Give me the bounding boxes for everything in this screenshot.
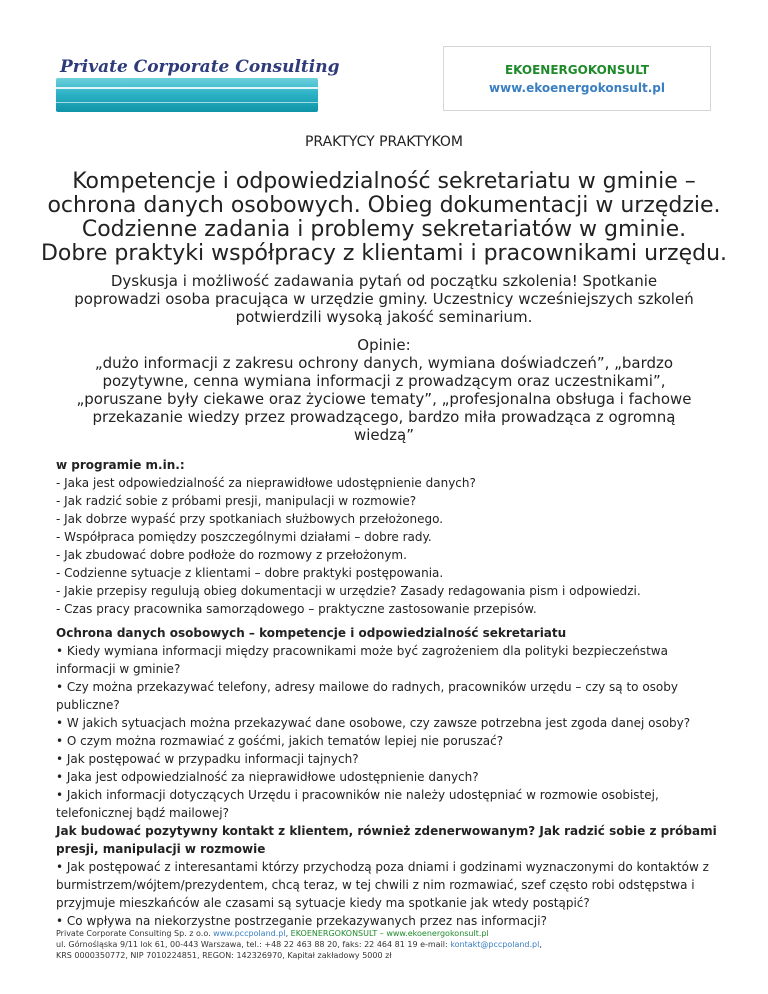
program-list [56,456,716,618]
footer-registry: KRS 0000350772, NIP 7010224851, REGON: 142326970, Kapitał zakładowy 5000 zł [56,951,392,960]
title-line: Codzienne zadania i problemy sekretariatów w gminie. [81,217,687,242]
list-item: - Jakie przepisy regulują obieg dokumentacji w urzędzie? Zasady redagowania pism i odpowiedzi. [56,584,641,598]
list-item: - Współpraca pomiędzy poszczególnymi działami – dobre rady. [56,530,432,544]
list-item: • W jakich sytuacjach można przekazywać dane osobowe, czy zawsze potrzebna jest zgoda danej osoby? [56,716,691,730]
list-item: - Jak radzić sobie z próbami presji, manipulacji w rozmowie? [56,494,417,508]
logo-wave-band [56,78,318,112]
footer-separator: , [285,929,291,938]
title-line: Kompetencje i odpowiedzialność sekretariatu w gminie – [72,169,696,194]
section-label: PRAKTYCY PRAKTYKOM [304,134,464,150]
footer-org: EKOENERGOKONSULT – www.ekoenergokonsult.pl [290,929,489,938]
footer-company: Private Corporate Consulting Sp. z o.o. [56,929,214,938]
opinions-line: „dużo informacji z zakresu ochrony danych, wymiana doświadczeń”, „bardzo [94,354,674,372]
list-item: - Jak zbudować dobre podłoże do rozmowy z przełożonym. [56,548,407,562]
company-logo [56,56,340,112]
list-item: - Jaka jest odpowiedzialność za nieprawidłowe udostępnienie danych? [56,476,476,490]
list-item: - Codzienne sytuacje z klientami – dobre praktyki postępowania. [56,566,444,580]
opinions-block [40,336,728,444]
opinions-line: wiedzą” [353,426,415,444]
section-heading: Ochrona danych osobowych – kompetencje i odpowiedzialność sekretariatu [56,626,567,640]
title-line: Dobre praktyki współpracy z klientami i pracownikami urzędu. [40,241,728,266]
program-heading: w programie m.in.: [56,458,185,472]
list-item: • Jak postępować w przypadku informacji tajnych? [56,752,359,766]
list-item: • Czy można przekazywać telefony, adresy mailowe do radnych, pracowników urzędu – czy są to osoby publiczne? [56,680,678,712]
list-item: - Jak dobrze wypaść przy spotkaniach służbowych przełożonego. [56,512,444,526]
footer-email-link[interactable]: kontakt@pccpoland.pl [450,940,540,949]
section-heading: Jak budować pozytywny kontakt z klientem, również zdenerwowanym? Jak radzić sobie z próbami presji, manipulacji w rozmowie [56,824,717,856]
logo-text: Private Corporate Consulting [60,57,340,77]
footer-website-link[interactable]: www.pccpoland.pl [213,929,286,938]
title-line: ochrona danych osobowych. Obieg dokumentacji w urzędzie. [47,193,721,218]
intro-paragraph [40,272,728,326]
intro-line: Dyskusja i możliwość zadawania pytań od początku szkolenia! Spotkanie [110,272,658,290]
footer-line [56,939,736,950]
intro-line: poprowadzi osoba pracująca w urzędzie gminy. Uczestnicy wcześniejszych szkoleń [74,290,694,308]
org-name: EKOENERGOKONSULT [504,63,650,77]
opinions-line: „poruszane były ciekawe oraz życiowe tematy”, „profesjonalna obsługa i fachowe [76,390,692,408]
footer-line [56,928,736,939]
list-item: • O czym można rozmawiać z gośćmi, jakich tematów lepiej nie poruszać? [56,734,504,748]
list-item: - Czas pracy pracownika samorządowego – praktyczne zastosowanie przepisów. [56,602,537,616]
list-item: • Kiedy wymiana informacji między pracownikami może być zagrożeniem dla polityki bezpieczeństwa informacji w gminie? [56,644,668,676]
org-url-link[interactable]: www.ekoenergokonsult.pl [489,81,665,95]
list-item: • Jak postępować z interesantami którzy przychodzą poza dniami i godzinami wyznaczonymi do kontaktów z burmistrzem/wójtem/prezydentem, chcą teraz, w tej chwili z nim rozmawiać, szef często robi odstępstwa i przyjmuje mieszkańców ale czasami są sytuacje kiedy ma spotkanie jak wtedy postąpić? [56,860,709,910]
footer-address: ul. Górnośląska 9/11 lok 61, 00-443 Warszawa, tel.: +48 22 463 88 20, faks: 22 464 81 19 e-mail: [56,940,451,949]
opinions-line: przekazanie wiedzy przez prowadzącego, bardzo miła prowadząca z ogromną [92,408,676,426]
org-contact-box [443,46,711,111]
opinions-heading: Opinie: [357,336,411,354]
list-item: • Co wpływa na niekorzystne postrzeganie przekazywanych przez nas informacji? [56,914,547,928]
page-footer [56,928,736,961]
list-item: • Jaka jest odpowiedzialność za nieprawidłowe udostępnienie danych? [56,770,479,784]
opinions-line: pozytywne, cenna wymiana informacji z prowadzącym oraz uczestnikami”, [102,372,666,390]
data-protection-section [56,624,718,930]
list-item: • Jakich informacji dotyczących Urzędu i pracowników nie należy udostępniać w rozmowie osobistej, telefonicznej bądź mailowej? [56,788,659,820]
document-title [30,170,738,266]
intro-line: potwierdzili wysoką jakość seminarium. [235,308,533,326]
footer-separator: , [539,940,542,949]
